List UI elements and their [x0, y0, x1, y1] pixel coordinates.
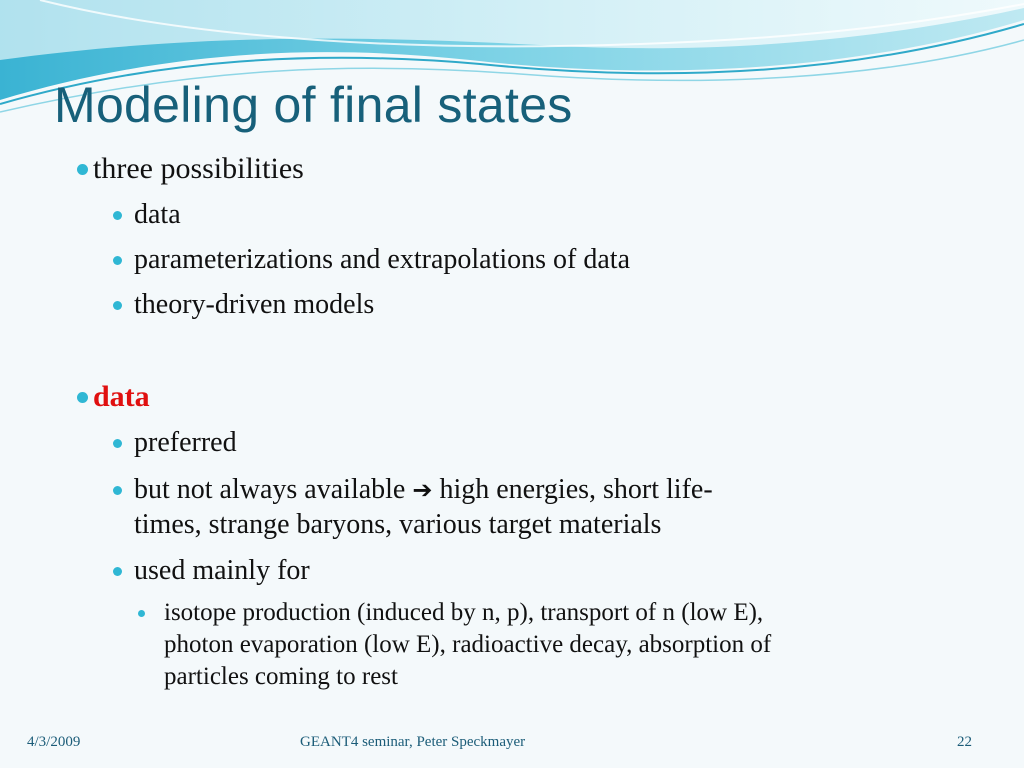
sub-list-item-line: isotope production (induced by n, p), transport of n (low E), [164, 599, 764, 626]
bullet-icon [113, 486, 122, 495]
list-item: data [134, 199, 181, 230]
bullet-icon [138, 610, 145, 617]
availability-examples: high energies, short life- [439, 474, 713, 505]
bullet-icon [77, 392, 88, 403]
list-item: preferred [134, 427, 237, 458]
bullet-icon [113, 567, 122, 576]
list-item-availability [134, 474, 713, 506]
section-heading-data: data [93, 380, 150, 413]
availability-text: but not always available [134, 474, 406, 505]
bullet-icon [113, 211, 122, 220]
sub-list-item-line: photon evaporation (low E), radioactive decay, absorption of [164, 631, 772, 658]
bullet-icon [113, 256, 122, 265]
page-number: 22 [957, 734, 972, 750]
bullet-icon [113, 439, 122, 448]
list-item: theory-driven models [134, 289, 375, 320]
section-heading-possibilities: three possibilities [93, 152, 304, 185]
slide-title: Modeling of final states [54, 77, 573, 133]
bullet-icon [113, 301, 122, 310]
footer-center: GEANT4 seminar, Peter Speckmayer [300, 734, 526, 750]
list-item: used mainly for [134, 555, 310, 586]
sub-list-item-line: particles coming to rest [164, 663, 398, 690]
bullet-icon [77, 164, 88, 175]
footer-date: 4/3/2009 [27, 734, 81, 750]
list-item-continuation: times, strange baryons, various target materials [134, 509, 662, 540]
right-arrow-icon: ➔ [412, 476, 433, 504]
list-item: parameterizations and extrapolations of data [134, 244, 631, 275]
